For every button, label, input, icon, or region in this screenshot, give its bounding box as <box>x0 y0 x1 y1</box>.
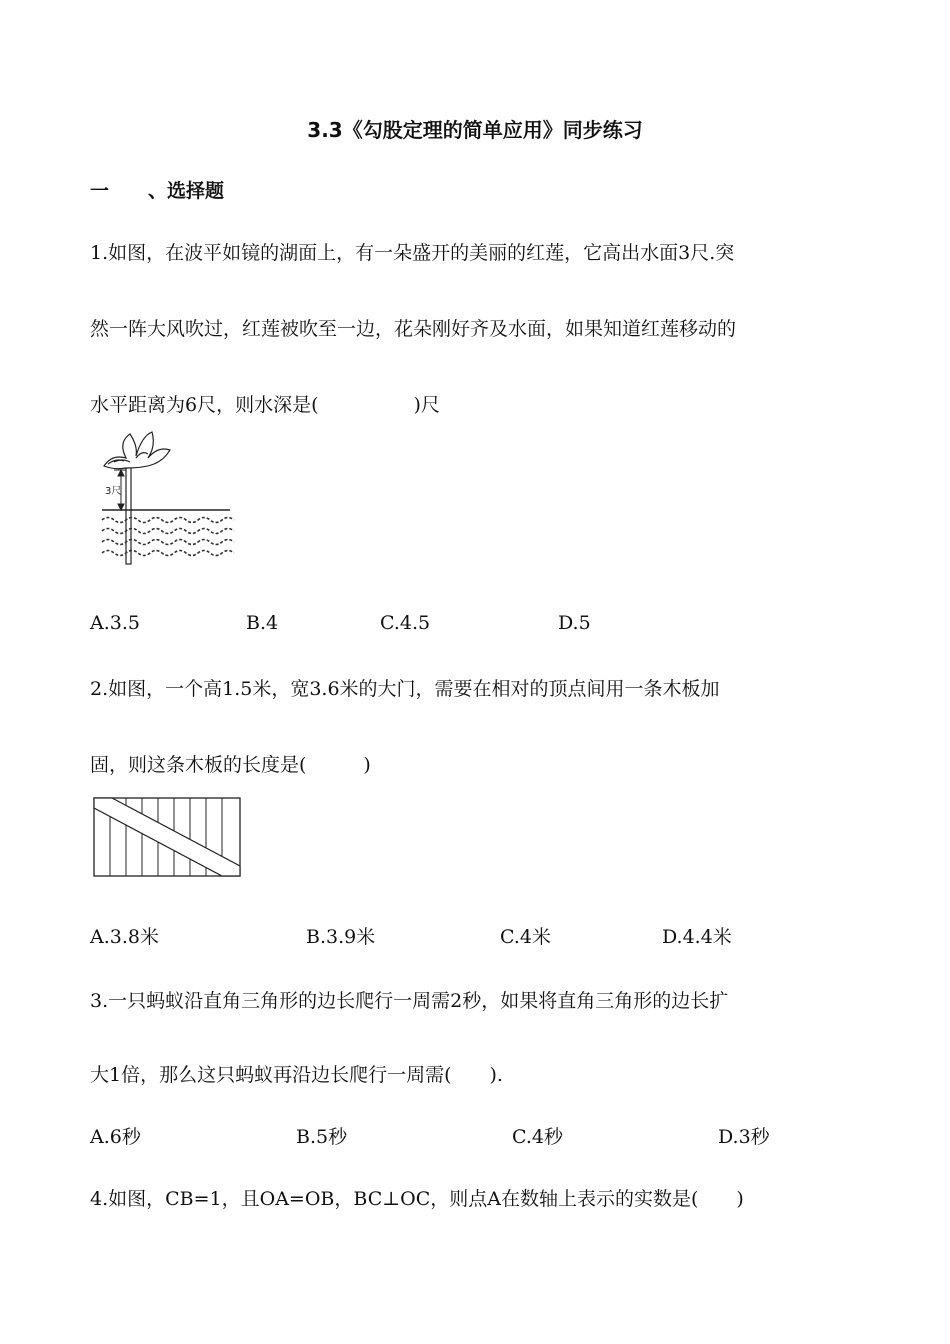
question-2-option-b[interactable]: B.3.9米 <box>306 926 376 948</box>
question-1-option-b[interactable]: B.4 <box>246 612 279 634</box>
gate-figure <box>92 796 244 880</box>
water-waves-icon <box>102 518 234 556</box>
question-1-line-2: 然一阵大风吹过，红莲被吹至一边，花朵刚好齐及水面，如果知道红莲移动的 <box>90 318 737 340</box>
section-heading <box>90 176 224 203</box>
question-2-option-d[interactable]: D.4.4米 <box>662 926 732 948</box>
question-3-option-c[interactable]: C.4秒 <box>512 1126 563 1148</box>
question-3-option-a[interactable]: A.6秒 <box>90 1126 141 1148</box>
question-1-line-3: 水平距离为6尺，则水深是( )尺 <box>90 394 440 416</box>
question-4-line-1: 4.如图，CB=1，且OA=OB，BC⊥OC，则点A在数轴上表示的实数是( ) <box>90 1188 744 1210</box>
question-1-option-a[interactable]: A.3.5 <box>90 612 140 634</box>
question-1-option-d[interactable]: D.5 <box>558 612 591 634</box>
section-number: 一 <box>90 180 110 202</box>
question-1-option-c[interactable]: C.4.5 <box>380 612 431 634</box>
lotus-figure <box>96 428 236 568</box>
question-3-option-d[interactable]: D.3秒 <box>718 1126 770 1148</box>
question-3-line-2: 大1倍，那么这只蚂蚁再沿边长爬行一周需( ). <box>90 1064 503 1086</box>
height-label: 3尺 <box>105 486 122 497</box>
question-2-line-2: 固，则这条木板的长度是( ) <box>90 754 371 776</box>
question-1-line-1: 1.如图，在波平如镜的湖面上，有一朵盛开的美丽的红莲，它高出水面3尺.突 <box>90 242 735 264</box>
lotus-stem <box>126 468 131 564</box>
question-2-option-a[interactable]: A.3.8米 <box>90 926 159 948</box>
page-title: 3.3《勾股定理的简单应用》同步练习 <box>307 118 643 142</box>
section-label: 、选择题 <box>148 180 225 202</box>
question-2-line-1: 2.如图，一个高1.5米，宽3.6米的大门，需要在相对的顶点间用一条木板加 <box>90 678 720 700</box>
question-2-option-c[interactable]: C.4米 <box>500 926 551 948</box>
question-3-line-1: 3.一只蚂蚁沿直角三角形的边长爬行一周需2秒，如果将直角三角形的边长扩 <box>90 990 729 1012</box>
question-3-option-b[interactable]: B.5秒 <box>296 1126 348 1148</box>
lotus-flower-icon <box>104 432 170 469</box>
